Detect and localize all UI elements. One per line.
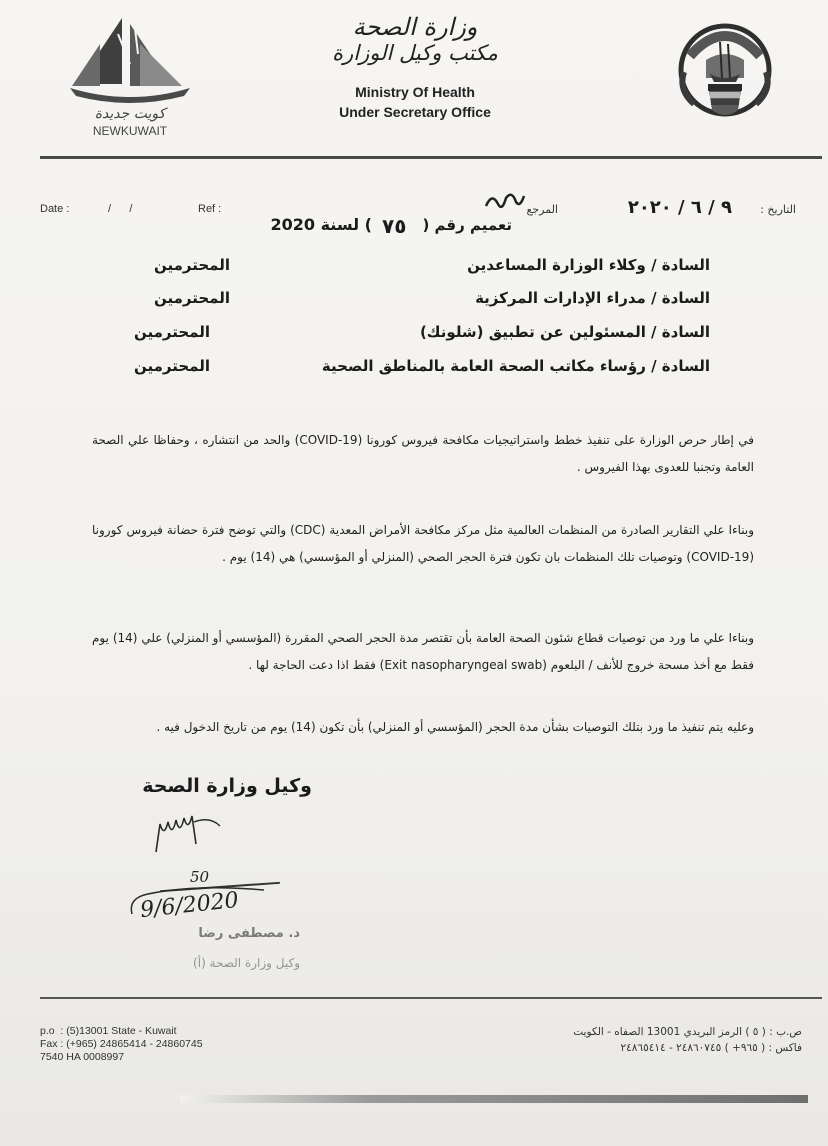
addressee-1-honorific: المحترمين [153, 256, 230, 274]
kuwait-emblem [676, 20, 774, 128]
ministry-header [290, 14, 540, 144]
footer-contact-ar-line2: فاكس : ( ٩٦٥+ ) ٢٤٨٦٠٧٤٥ - ٢٤٨٦٥٤١٤ [620, 1042, 802, 1054]
date-label-ar: التاريخ : [760, 203, 796, 216]
body-paragraph-4: وعليه يتم تنفيذ ما ورد بتلك التوصيات بشأن مدة الحجر (المؤسسي أو المنزلي) بأن تكون (14) يوم من تاريخ الدخول فيه . [156, 720, 754, 734]
dhow-sail-icon [60, 14, 200, 104]
date-slashes-en: / / [108, 203, 133, 215]
date-label-en: Date : [40, 203, 70, 215]
handwritten-date: 9/6/2020 [138, 887, 240, 924]
coat-of-arms-icon [676, 20, 774, 128]
footer-contact-ar-line1: ص.ب : ( ٥ ) الرمز البريدي 13001 الصفاه - الكويت [573, 1026, 802, 1038]
body-paragraph-3: وبناءا علي ما ورد من توصيات قطاع شئون الصحة العامة بأن تقتصر مدة الحجر الصحي المقررة (المؤسسي أو المنزلي) علي (14) يوم فقط مع أخذ مسحة خروج للأنف / البلعوم (Exit nasopharyngeal swab) فقط اذا دعت الحاجة لها . [92, 631, 755, 672]
addressee-4-honorific: المحترمين [133, 357, 210, 375]
circular-year: ) لسنة 2020 [270, 215, 372, 234]
circular-number: ٧٥ [382, 214, 407, 238]
ref-label-ar: المرجع [526, 203, 558, 216]
signature-loop [124, 884, 284, 924]
body-paragraph-1: في إطار حرص الوزارة على تنفيذ خطط واستراتيجيات مكافحة فيروس كورونا (COVID-19) والحد من انتشاره ، وحفاظا علي الصحة العامة وتجنبا للعدوى بهذا الفيروس . [92, 433, 754, 474]
circular-label: تعميم رقم ( [422, 216, 512, 234]
ministry-english-line1: Ministry Of Health [355, 84, 475, 100]
addressee-3: السادة / المسئولين عن تطبيق (شلونك) [419, 323, 710, 341]
ref-label-en: Ref : [198, 203, 222, 215]
signature-title: وكيل وزارة الصحة [142, 775, 312, 797]
addressee-4: السادة / رؤساء مكاتب الصحة العامة بالمناطق الصحية [321, 357, 710, 375]
stamp-title: وكيل وزارة الصحة (أ) [193, 956, 300, 970]
logo-arabic-text: كويت جديدة [94, 106, 166, 122]
stamp-name: د. مصطفى رضا [198, 926, 300, 941]
addressee-1: السادة / وكلاء الوزارة المساعدين [467, 256, 710, 274]
addressee-3-honorific: المحترمين [133, 323, 210, 341]
addressee-2: السادة / مدراء الإدارات المركزية [475, 289, 710, 307]
new-kuwait-logo [60, 14, 200, 138]
handwritten-number: 50 [190, 868, 210, 886]
signature-scribble [150, 812, 230, 862]
logo-english-text: NEWKUWAIT [92, 124, 168, 138]
footer-contact-en: p.o : (5)13001 State - Kuwait Fax : (+965) 24865414 - 24860745 7540 HA 0008997 [40, 1025, 203, 1063]
footer-decor-bar [180, 1095, 808, 1103]
ref-handwriting [482, 188, 526, 214]
date-value-ar: ٩ / ٦ / ٢٠٢٠ [627, 197, 732, 218]
footer-divider [40, 997, 822, 999]
ministry-arabic-line1: وزارة الصحة [352, 13, 478, 41]
ministry-arabic-line2: مكتب وكيل الوزارة [332, 41, 498, 65]
ministry-english-line2: Under Secretary Office [339, 104, 491, 120]
body-paragraph-2: وبناءا علي التقارير الصادرة من المنظمات العالمية مثل مركز مكافحة الأمراض المعدية (CDC) والتي توضح فترة حضانة فيروس كورونا (COVID-19) وتوصيات تلك المنظمات بان تكون فترة الحجر الصحي (المنزلي أو المؤسسي) هي (14) يوم . [92, 523, 755, 564]
header-divider [40, 156, 822, 159]
addressee-2-honorific: المحترمين [153, 289, 230, 307]
